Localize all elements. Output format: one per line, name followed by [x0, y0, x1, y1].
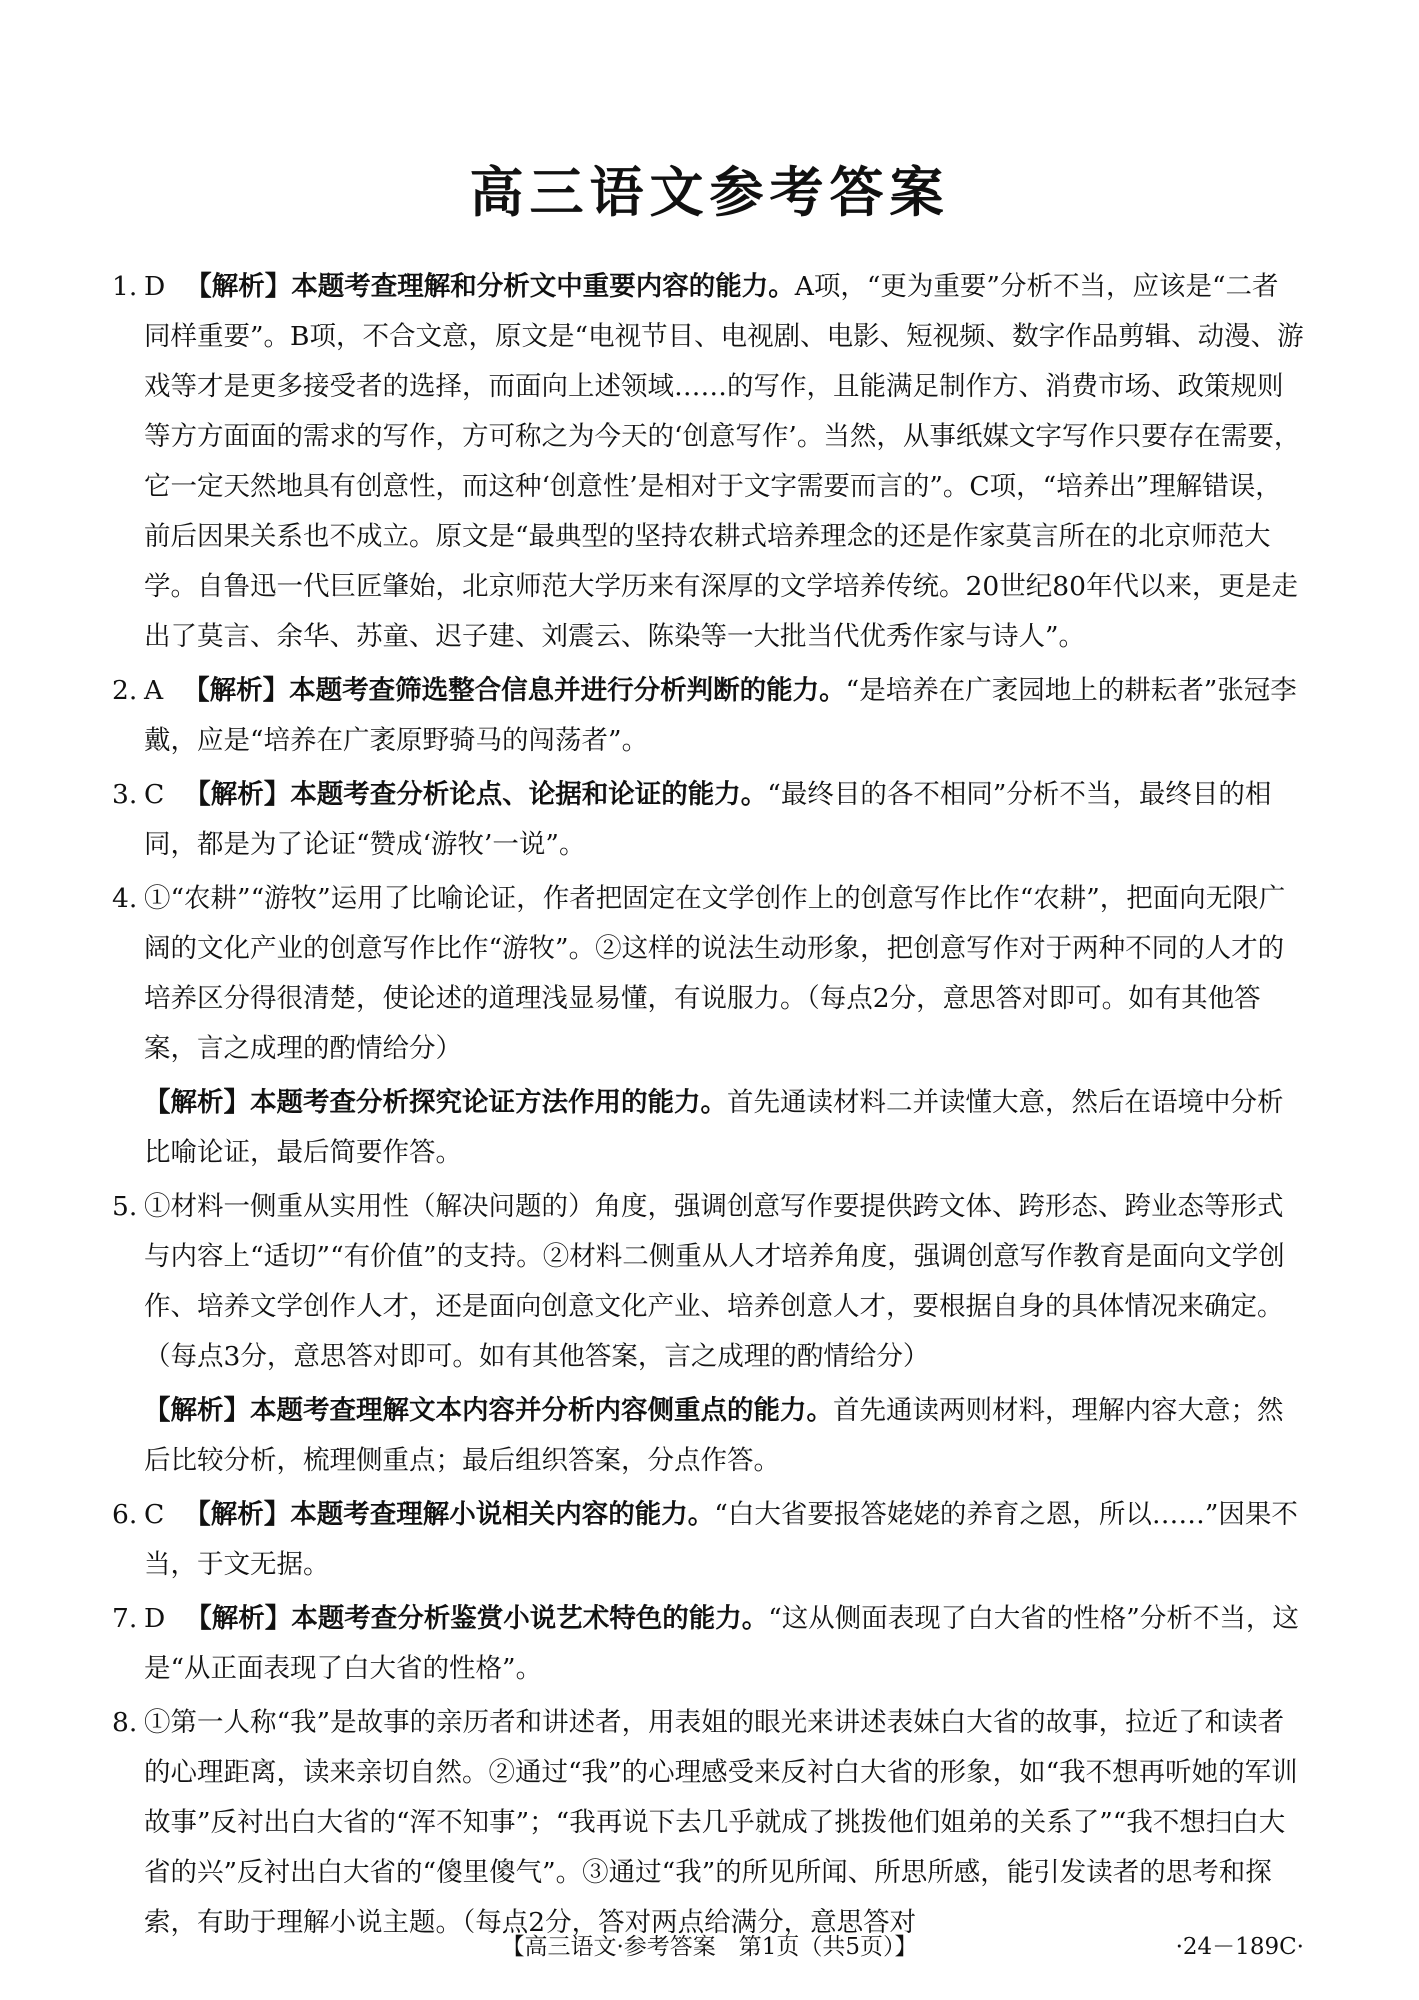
item-number: 1. [112, 271, 138, 302]
analysis-text: “是培养在广袤园地上的耕耘者”张冠李戴，应是“培养在广袤原野骑马的闯荡者”。 [144, 675, 1297, 756]
answer-text: ①第一人称“我”是故事的亲历者和讲述者，用表姐的眼光来讲述表妹白大省的故事，拉近了和读者的心理距离，读来亲切自然。②通过“我”的心理感受来反衬白大省的形象，如“我不想再听她的军训故事”反衬出白大省的“浑不知事”；“我再说下去几乎就成了挑拨他们姐弟的关系了”“我不想扫白大省的兴”反衬出白大省的“傻里傻气”。③通过“我”的所见所闻、所思所感，能引发读者的思考和探索，有助于理解小说主题。（每点2分，答对两点给满分，意思答对 [144, 1707, 1298, 1938]
analysis-text: 首先通读两则材料，理解内容大意；然后比较分析，梳理侧重点；最后组织答案，分点作答。 [144, 1395, 1284, 1476]
item-number: 8. [112, 1707, 138, 1738]
analysis-tag: 【解析】本题考查分析论点、论据和论证的能力。 [184, 779, 768, 810]
answer-letter: D [144, 271, 166, 302]
answer-item-3 [112, 770, 1304, 870]
answer-letter: C [144, 1499, 165, 1530]
answer-list [112, 262, 1304, 1952]
analysis-tag: 【解析】本题考查分析探究论证方法作用的能力。 [144, 1087, 727, 1118]
answer-item-8 [112, 1698, 1304, 1948]
answer-item-5 [112, 1182, 1304, 1382]
analysis-tag: 【解析】本题考查分析鉴赏小说艺术特色的能力。 [185, 1603, 769, 1634]
analysis-4 [112, 1078, 1304, 1178]
analysis-tag: 【解析】本题考查理解小说相关内容的能力。 [184, 1499, 715, 1530]
answer-item-7 [112, 1594, 1304, 1694]
answer-item-2 [112, 666, 1304, 766]
analysis-5 [112, 1386, 1304, 1486]
answer-letter: D [144, 1603, 166, 1634]
analysis-text: “这从侧面表现了白大省的性格”分析不当，这是“从正面表现了白大省的性格”。 [144, 1603, 1299, 1684]
answer-text: ①“农耕”“游牧”运用了比喻论证，作者把固定在文学创作上的创意写作比作“农耕”，把面向无限广阔的文化产业的创意写作比作“游牧”。②这样的说法生动形象，把创意写作对于两种不同的人才的培养区分得很清楚，使论述的道理浅显易懂，有说服力。（每点2分，意思答对即可。如有其他答案，言之成理的酌情给分） [144, 883, 1286, 1064]
item-number: 4. [112, 883, 138, 914]
item-number: 5. [112, 1191, 138, 1222]
analysis-tag: 【解析】本题考查理解文本内容并分析内容侧重点的能力。 [144, 1395, 833, 1426]
answer-letter: C [144, 779, 165, 810]
item-number: 2. [112, 675, 138, 706]
answer-letter: A [144, 675, 164, 706]
item-number: 7. [112, 1603, 138, 1634]
analysis-tag: 【解析】本题考查理解和分析文中重要内容的能力。 [185, 271, 795, 302]
answer-item-4 [112, 874, 1304, 1074]
answer-item-6 [112, 1490, 1304, 1590]
analysis-text: “最终目的各不相同”分析不当，最终目的相同，都是为了论证“赞成‘游牧’一说”。 [144, 779, 1272, 860]
analysis-text: “白大省要报答姥姥的养育之恩，所以……”因果不当，于文无据。 [144, 1499, 1298, 1580]
answer-item-1 [112, 262, 1304, 662]
item-number: 3. [112, 779, 138, 810]
item-number: 6. [112, 1499, 138, 1530]
page-title: 高三语文参考答案 [469, 161, 950, 224]
analysis-text: A项，“更为重要”分析不当，应该是“二者同样重要”。B项，不合文意，原文是“电视节目、电视剧、电影、短视频、数字作品剪辑、动漫、游戏等才是更多接受者的选择，而面向上述领域……的写作，且能满足制作方、消费市场、政策规则等方方面面的需求的写作，方可称之为今天的‘创意写作’。当然，从事纸媒文字写作只要存在需要，它一定天然地具有创意性，而这种‘创意性’是相对于文字需要而言的”。C项，“培养出”理解错误，前后因果关系也不成立。原文是“最典型的坚持农耕式培养理念的还是作家莫言所在的北京师范大学。自鲁迅一代巨匠肇始，北京师范大学历来有深厚的文学培养传统。20世纪80年代以来，更是走出了莫言、余华、苏童、迟子建、刘震云、陈染等一大批当代优秀作家与诗人”。 [144, 271, 1304, 652]
analysis-text: 首先通读材料二并读懂大意，然后在语境中分析比喻论证，最后简要作答。 [144, 1087, 1284, 1168]
document-code: ·24－189C· [1175, 1934, 1304, 1960]
page-footer: 【高三语文·参考答案 第1页（共5页）】 [501, 1934, 918, 1960]
analysis-tag: 【解析】本题考查筛选整合信息并进行分析判断的能力。 [183, 675, 846, 706]
answer-text: ①材料一侧重从实用性（解决问题的）角度，强调创意写作要提供跨文体、跨形态、跨业态等形式与内容上“适切”“有价值”的支持。②材料二侧重从人才培养角度，强调创意写作教育是面向文学创作、培养文学创作人才，还是面向创意文化产业、培养创意人才，要根据自身的具体情况来确定。（每点3分，意思答对即可。如有其他答案，言之成理的酌情给分） [144, 1191, 1285, 1372]
